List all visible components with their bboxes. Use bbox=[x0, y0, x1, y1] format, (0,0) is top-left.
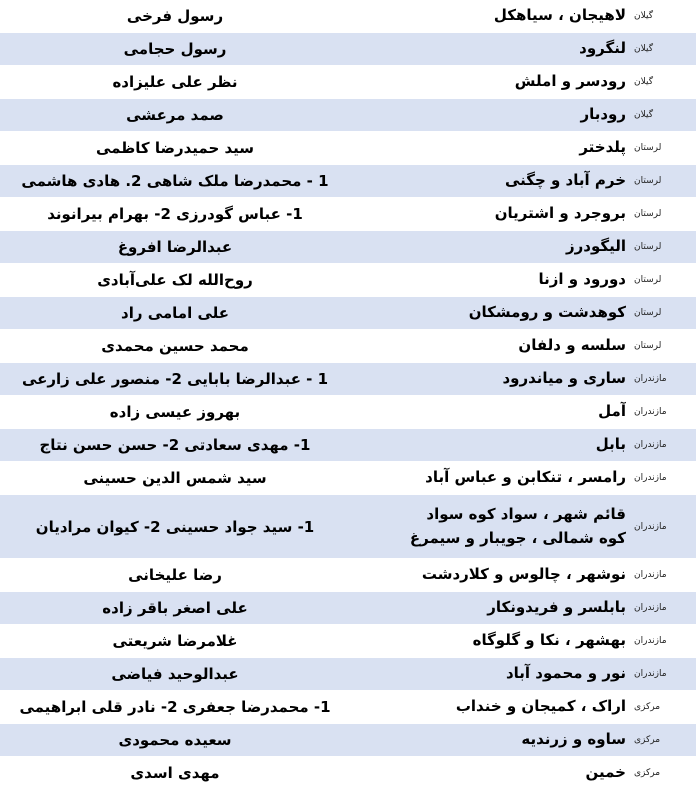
district-text: سلسه و دلفان bbox=[518, 336, 626, 355]
province-cell: لرستان bbox=[626, 231, 696, 264]
district-text: لنگرود bbox=[579, 39, 626, 58]
district-text: کوهدشت و رومشکان bbox=[468, 303, 626, 322]
table-row bbox=[0, 363, 696, 396]
district-cell bbox=[350, 132, 626, 165]
province-cell: گیلان bbox=[626, 33, 696, 66]
table-row bbox=[0, 625, 696, 658]
province-cell: لرستان bbox=[626, 132, 696, 165]
representative-cell: علی اصغر باقر زاده bbox=[0, 592, 350, 625]
representative-cell: رضا علیخانی bbox=[0, 559, 350, 592]
district-cell bbox=[350, 429, 626, 462]
representative-cell: نظر علی علیزاده bbox=[0, 66, 350, 99]
province-cell: مازندران bbox=[626, 559, 696, 592]
table-row bbox=[0, 724, 696, 757]
district-cell bbox=[350, 198, 626, 231]
province-cell: گیلان bbox=[626, 0, 696, 33]
province-cell: مازندران bbox=[626, 658, 696, 691]
district-text: رامسر ، تنکابن و عباس آباد bbox=[425, 468, 626, 487]
table-row bbox=[0, 757, 696, 790]
representative-cell: علی امامی راد bbox=[0, 297, 350, 330]
table-row bbox=[0, 592, 696, 625]
representative-cell: 1- عباس گودرزی 2- بهرام بیرانوند bbox=[0, 198, 350, 231]
district-cell bbox=[350, 99, 626, 132]
table-row bbox=[0, 132, 696, 165]
district-text: ساری و میاندرود bbox=[502, 369, 626, 388]
district-text: دورود و ازنا bbox=[538, 270, 626, 289]
province-cell: مازندران bbox=[626, 363, 696, 396]
district-text: خرم آباد و چگنی bbox=[504, 171, 626, 190]
district-cell bbox=[350, 297, 626, 330]
district-text: قائم شهر ، سواد کوه سواد کوه شمالی ، جویبار و سیمرغ bbox=[409, 505, 626, 547]
district-cell bbox=[350, 691, 626, 724]
province-cell: لرستان bbox=[626, 165, 696, 198]
district-text: بهشهر ، نکا و گلوگاه bbox=[472, 631, 626, 650]
district-cell bbox=[350, 559, 626, 592]
province-cell: لرستان bbox=[626, 264, 696, 297]
district-text: رودبار bbox=[580, 105, 626, 124]
representative-cell: سعیده محمودی bbox=[0, 724, 350, 757]
province-cell: گیلان bbox=[626, 66, 696, 99]
province-cell: مازندران bbox=[626, 592, 696, 625]
table-row bbox=[0, 33, 696, 66]
district-text: لاهیجان ، سیاهکل bbox=[493, 6, 626, 25]
province-cell: مازندران bbox=[626, 396, 696, 429]
province-cell: مازندران bbox=[626, 495, 696, 559]
province-cell: لرستان bbox=[626, 297, 696, 330]
province-cell: لرستان bbox=[626, 330, 696, 363]
district-text: الیگودرز bbox=[566, 237, 626, 256]
province-cell: مازندران bbox=[626, 462, 696, 495]
table-row bbox=[0, 165, 696, 198]
district-cell bbox=[350, 264, 626, 297]
representative-cell: عبدالوحید فیاضی bbox=[0, 658, 350, 691]
district-cell bbox=[350, 396, 626, 429]
district-cell bbox=[350, 33, 626, 66]
district-cell bbox=[350, 592, 626, 625]
district-cell bbox=[350, 495, 626, 559]
table-row bbox=[0, 396, 696, 429]
province-cell: مرکزی bbox=[626, 724, 696, 757]
representative-cell: بهروز عیسی زاده bbox=[0, 396, 350, 429]
district-cell bbox=[350, 231, 626, 264]
table-row bbox=[0, 264, 696, 297]
representative-cell: صمد مرعشی bbox=[0, 99, 350, 132]
district-cell bbox=[350, 330, 626, 363]
province-cell: مازندران bbox=[626, 429, 696, 462]
representative-cell: رسول حجامی bbox=[0, 33, 350, 66]
district-cell bbox=[350, 462, 626, 495]
representative-cell: 1- محمدرضا جعفری 2- نادر قلی ابراهیمی bbox=[0, 691, 350, 724]
province-cell: لرستان bbox=[626, 198, 696, 231]
district-cell bbox=[350, 625, 626, 658]
representative-cell: 1- مهدی سعادتی 2- حسن حسن نتاج bbox=[0, 429, 350, 462]
province-cell: گیلان bbox=[626, 99, 696, 132]
district-cell bbox=[350, 724, 626, 757]
district-text: بابل bbox=[595, 435, 626, 454]
representative-cell: روح‌الله لک علی‌آبادی bbox=[0, 264, 350, 297]
district-text: آمل bbox=[598, 402, 626, 421]
table-row bbox=[0, 658, 696, 691]
district-cell bbox=[350, 757, 626, 790]
province-cell: مرکزی bbox=[626, 691, 696, 724]
representative-cell: سید شمس الدین حسینی bbox=[0, 462, 350, 495]
province-cell: مرکزی bbox=[626, 757, 696, 790]
district-text: اراک ، کمیجان و خنداب bbox=[455, 697, 626, 716]
representative-cell: 1 - محمدرضا ملک شاهی 2. هادی هاشمی bbox=[0, 165, 350, 198]
district-text: نوشهر ، چالوس و کلاردشت bbox=[421, 565, 626, 584]
table-row bbox=[0, 429, 696, 462]
table-row bbox=[0, 99, 696, 132]
table-row bbox=[0, 495, 696, 559]
district-text: خمین bbox=[585, 763, 626, 782]
district-text: پلدختر bbox=[579, 138, 626, 157]
table-row bbox=[0, 66, 696, 99]
table-row bbox=[0, 691, 696, 724]
district-cell bbox=[350, 363, 626, 396]
district-cell bbox=[350, 66, 626, 99]
representative-cell: مهدی اسدی bbox=[0, 757, 350, 790]
table-row bbox=[0, 231, 696, 264]
table-row bbox=[0, 198, 696, 231]
province-cell: مازندران bbox=[626, 625, 696, 658]
representative-cell: 1 - عبدالرضا بابایی 2- منصور علی زارعی bbox=[0, 363, 350, 396]
representative-cell: 1- سید جواد حسینی 2- کیوان مرادیان bbox=[0, 495, 350, 559]
representative-cell: غلامرضا شریعتی bbox=[0, 625, 350, 658]
representative-cell: سید حمیدرضا کاظمی bbox=[0, 132, 350, 165]
district-cell bbox=[350, 0, 626, 33]
district-text: بابلسر و فریدونکار bbox=[487, 598, 626, 617]
representative-cell: محمد حسین محمدی bbox=[0, 330, 350, 363]
representative-cell: رسول فرخی bbox=[0, 0, 350, 33]
district-text: ساوه و زرندیه bbox=[521, 730, 626, 749]
table-row bbox=[0, 297, 696, 330]
district-text: رودسر و املش bbox=[514, 72, 626, 91]
district-text: بروجرد و اشتریان bbox=[494, 204, 626, 223]
table-row bbox=[0, 0, 696, 33]
table-row bbox=[0, 462, 696, 495]
district-cell bbox=[350, 658, 626, 691]
table-row bbox=[0, 559, 696, 592]
district-text: نور و محمود آباد bbox=[505, 664, 626, 683]
district-cell bbox=[350, 165, 626, 198]
table-row bbox=[0, 330, 696, 363]
representative-cell: عبدالرضا افروغ bbox=[0, 231, 350, 264]
